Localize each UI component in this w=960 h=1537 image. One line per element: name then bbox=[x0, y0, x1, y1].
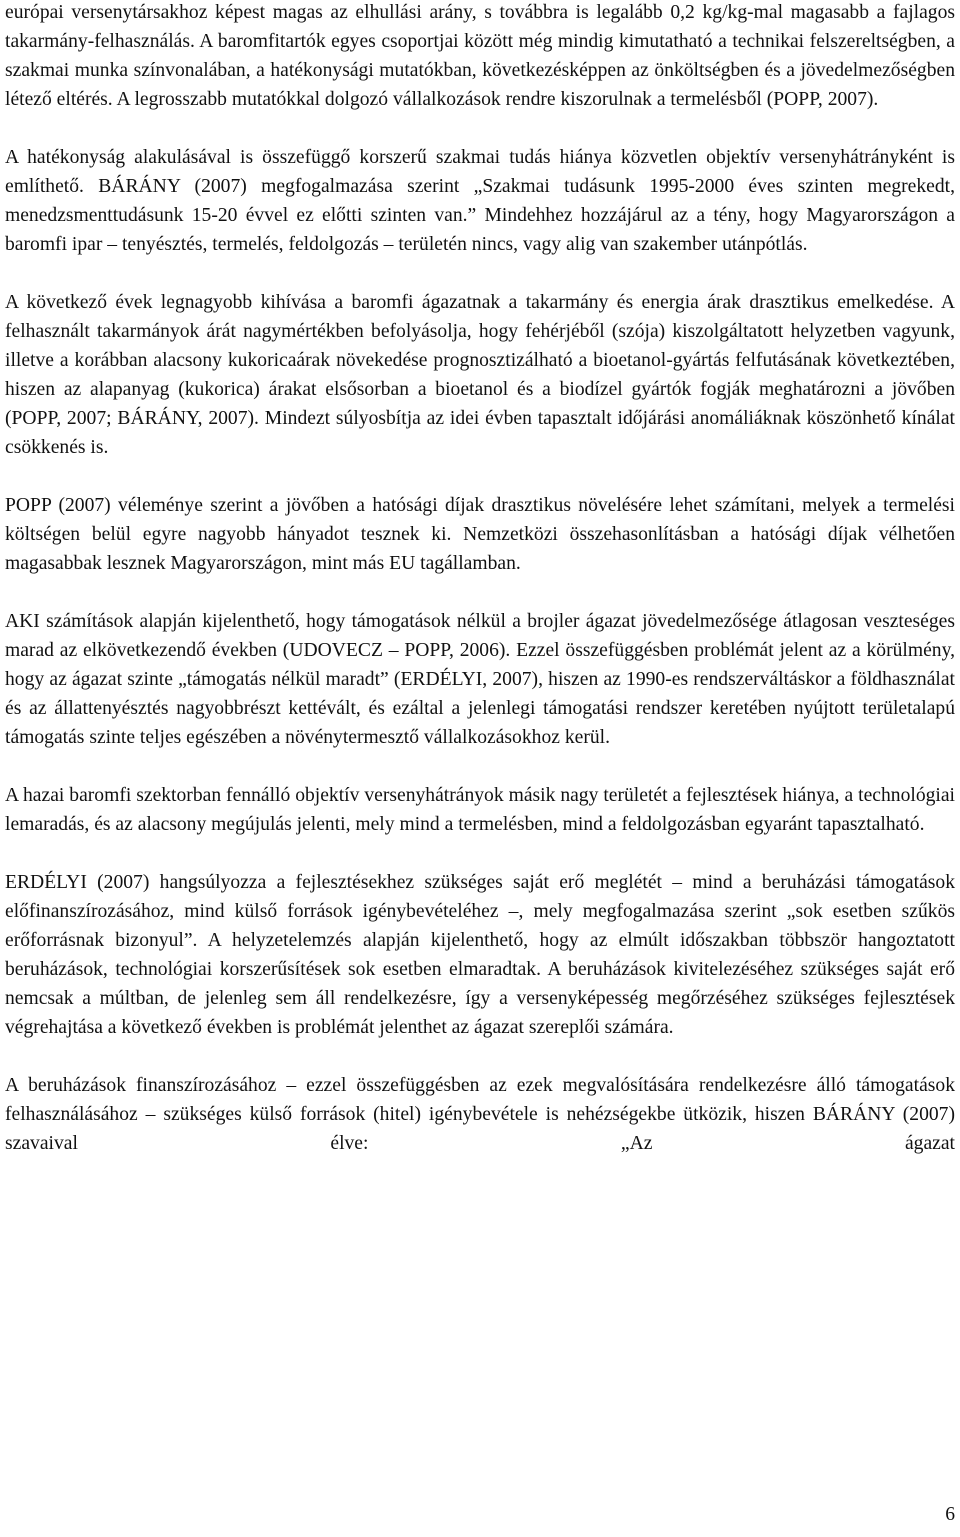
paragraph-3: A következő évek legnagyobb kihívása a baromfi ágazatnak a takarmány és energia árak drasztikus emelkedése. A felhasznált takarmányok árát nagymértékben befolyásolja, hogy fehérjéből (szója) kiszolgáltatott helyzetben vagyunk, illetve a korábban alacsony kukoricaárak növekedése prognosztizálható a bioetanol-gyártás felfutásának következtében, hiszen az alapanyag (kukorica) árakat elsősorban a bioetanol és a biodízel gyártók fogják meghatározni a jövőben (POPP, 2007; BÁRÁNY, 2007). Mindezt súlyosbítja az idei évben tapasztalt időjárási anomáliáknak köszönhető kínálat csökkenés is. bbox=[5, 292, 955, 458]
paragraph-6: A hazai baromfi szektorban fennálló objektív versenyhátrányok másik nagy területét a fejlesztések hiánya, a technológiai lemaradás, és az alacsony megújulás jelenti, mely mind a termelésben, mind a feldolgozásban egyaránt tapasztalható. bbox=[5, 785, 955, 835]
paragraph-5: AKI számítások alapján kijelenthető, hogy támogatások nélkül a brojler ágazat jövedelmezősége átlagosan veszteséges marad az elkövetkezendő években (UDOVECZ – POPP, 2006). Ezzel összefüggésben problémát jelent az a körülmény, hogy az ágazat szinte „támogatás nélkül maradt” (ERDÉLYI, 2007), hiszen az 1990-es rendszerváltáskor a földhasználat és az állattenyésztés nagyobbrészt kettévált, és ezáltal a jelenlegi támogatási rendszer keretében nyújtott területalapú támogatás szinte teljes egészében a növénytermesztő vállalkozásokhoz kerül. bbox=[5, 611, 955, 748]
paragraph-4: POPP (2007) véleménye szerint a jövőben a hatósági díjak drasztikus növelésére lehet számítani, melyek a termelési költségen belül egyre nagyobb hányadot tesznek ki. Nemzetközi összehasonlításban a hatósági díjak vélhetően magasabbak lesznek Magyarországon, mint más EU tagállamban. bbox=[5, 495, 955, 574]
paragraph-8: A beruházások finanszírozásához – ezzel összefüggésben az ezek megvalósítására rendelkezésre álló támogatások felhasználásához – szükséges külső források (hitel) igénybevétele is nehézségekbe ütközik, hiszen BÁRÁNY (2007) szavaival élve: „Az ágazat bbox=[5, 1075, 955, 1154]
document-page bbox=[5, 0, 955, 1187]
paragraph-1: európai versenytársakhoz képest magas az elhullási arány, s továbbra is legalább 0,2 kg/kg-mal magasabb a fajlagos takarmány-felhasználás. A baromfitartók egyes csoportjai között még mindig kimutatható a technikai felszereltségben, a szakmai munka színvonalában, a hatékonysági mutatókban, következésképpen az önköltségben és a jövedelmezőségben létező eltérés. A legrosszabb mutatókkal dolgozó vállalkozások rendre kiszorulnak a termelésből (POPP, 2007). bbox=[5, 2, 955, 110]
page-number: 6 bbox=[945, 1504, 955, 1525]
paragraph-7: ERDÉLYI (2007) hangsúlyozza a fejlesztésekhez szükséges saját erő meglétét – mind a beruházási támogatások előfinanszírozásához, mind külső források igénybevételéhez –, mely megfogalmazása szerint „sok esetben szűkös erőforrásnak bizonyul”. A helyzetelemzés alapján kijelenthető, hogy az elmúlt időszakban többször hangoztatott beruházások, technológiai korszerűsítések sok esetben elmaradtak. A beruházások kivitelezéséhez szükséges saját erő nemcsak a múltban, de jelenleg sem áll rendelkezésre, így a versenyképesség megőrzéséhez szükséges fejlesztések végrehajtása a következő években is problémát jelenthet az ágazat szereplői számára. bbox=[5, 872, 955, 1038]
paragraph-2: A hatékonyság alakulásával is összefüggő korszerű szakmai tudás hiánya közvetlen objektív versenyhátrányként is említhető. BÁRÁNY (2007) megfogalmazása szerint „Szakmai tudásunk 1995-2000 éves szinten megrekedt, menedzsmenttudásunk 15-20 évvel ez előtti szinten van.” Mindehhez hozzájárul az a tény, hogy Magyarországon a baromfi ipar – tenyésztés, termelés, feldolgozás – területén nincs, vagy alig van szakember utánpótlás. bbox=[5, 147, 955, 255]
